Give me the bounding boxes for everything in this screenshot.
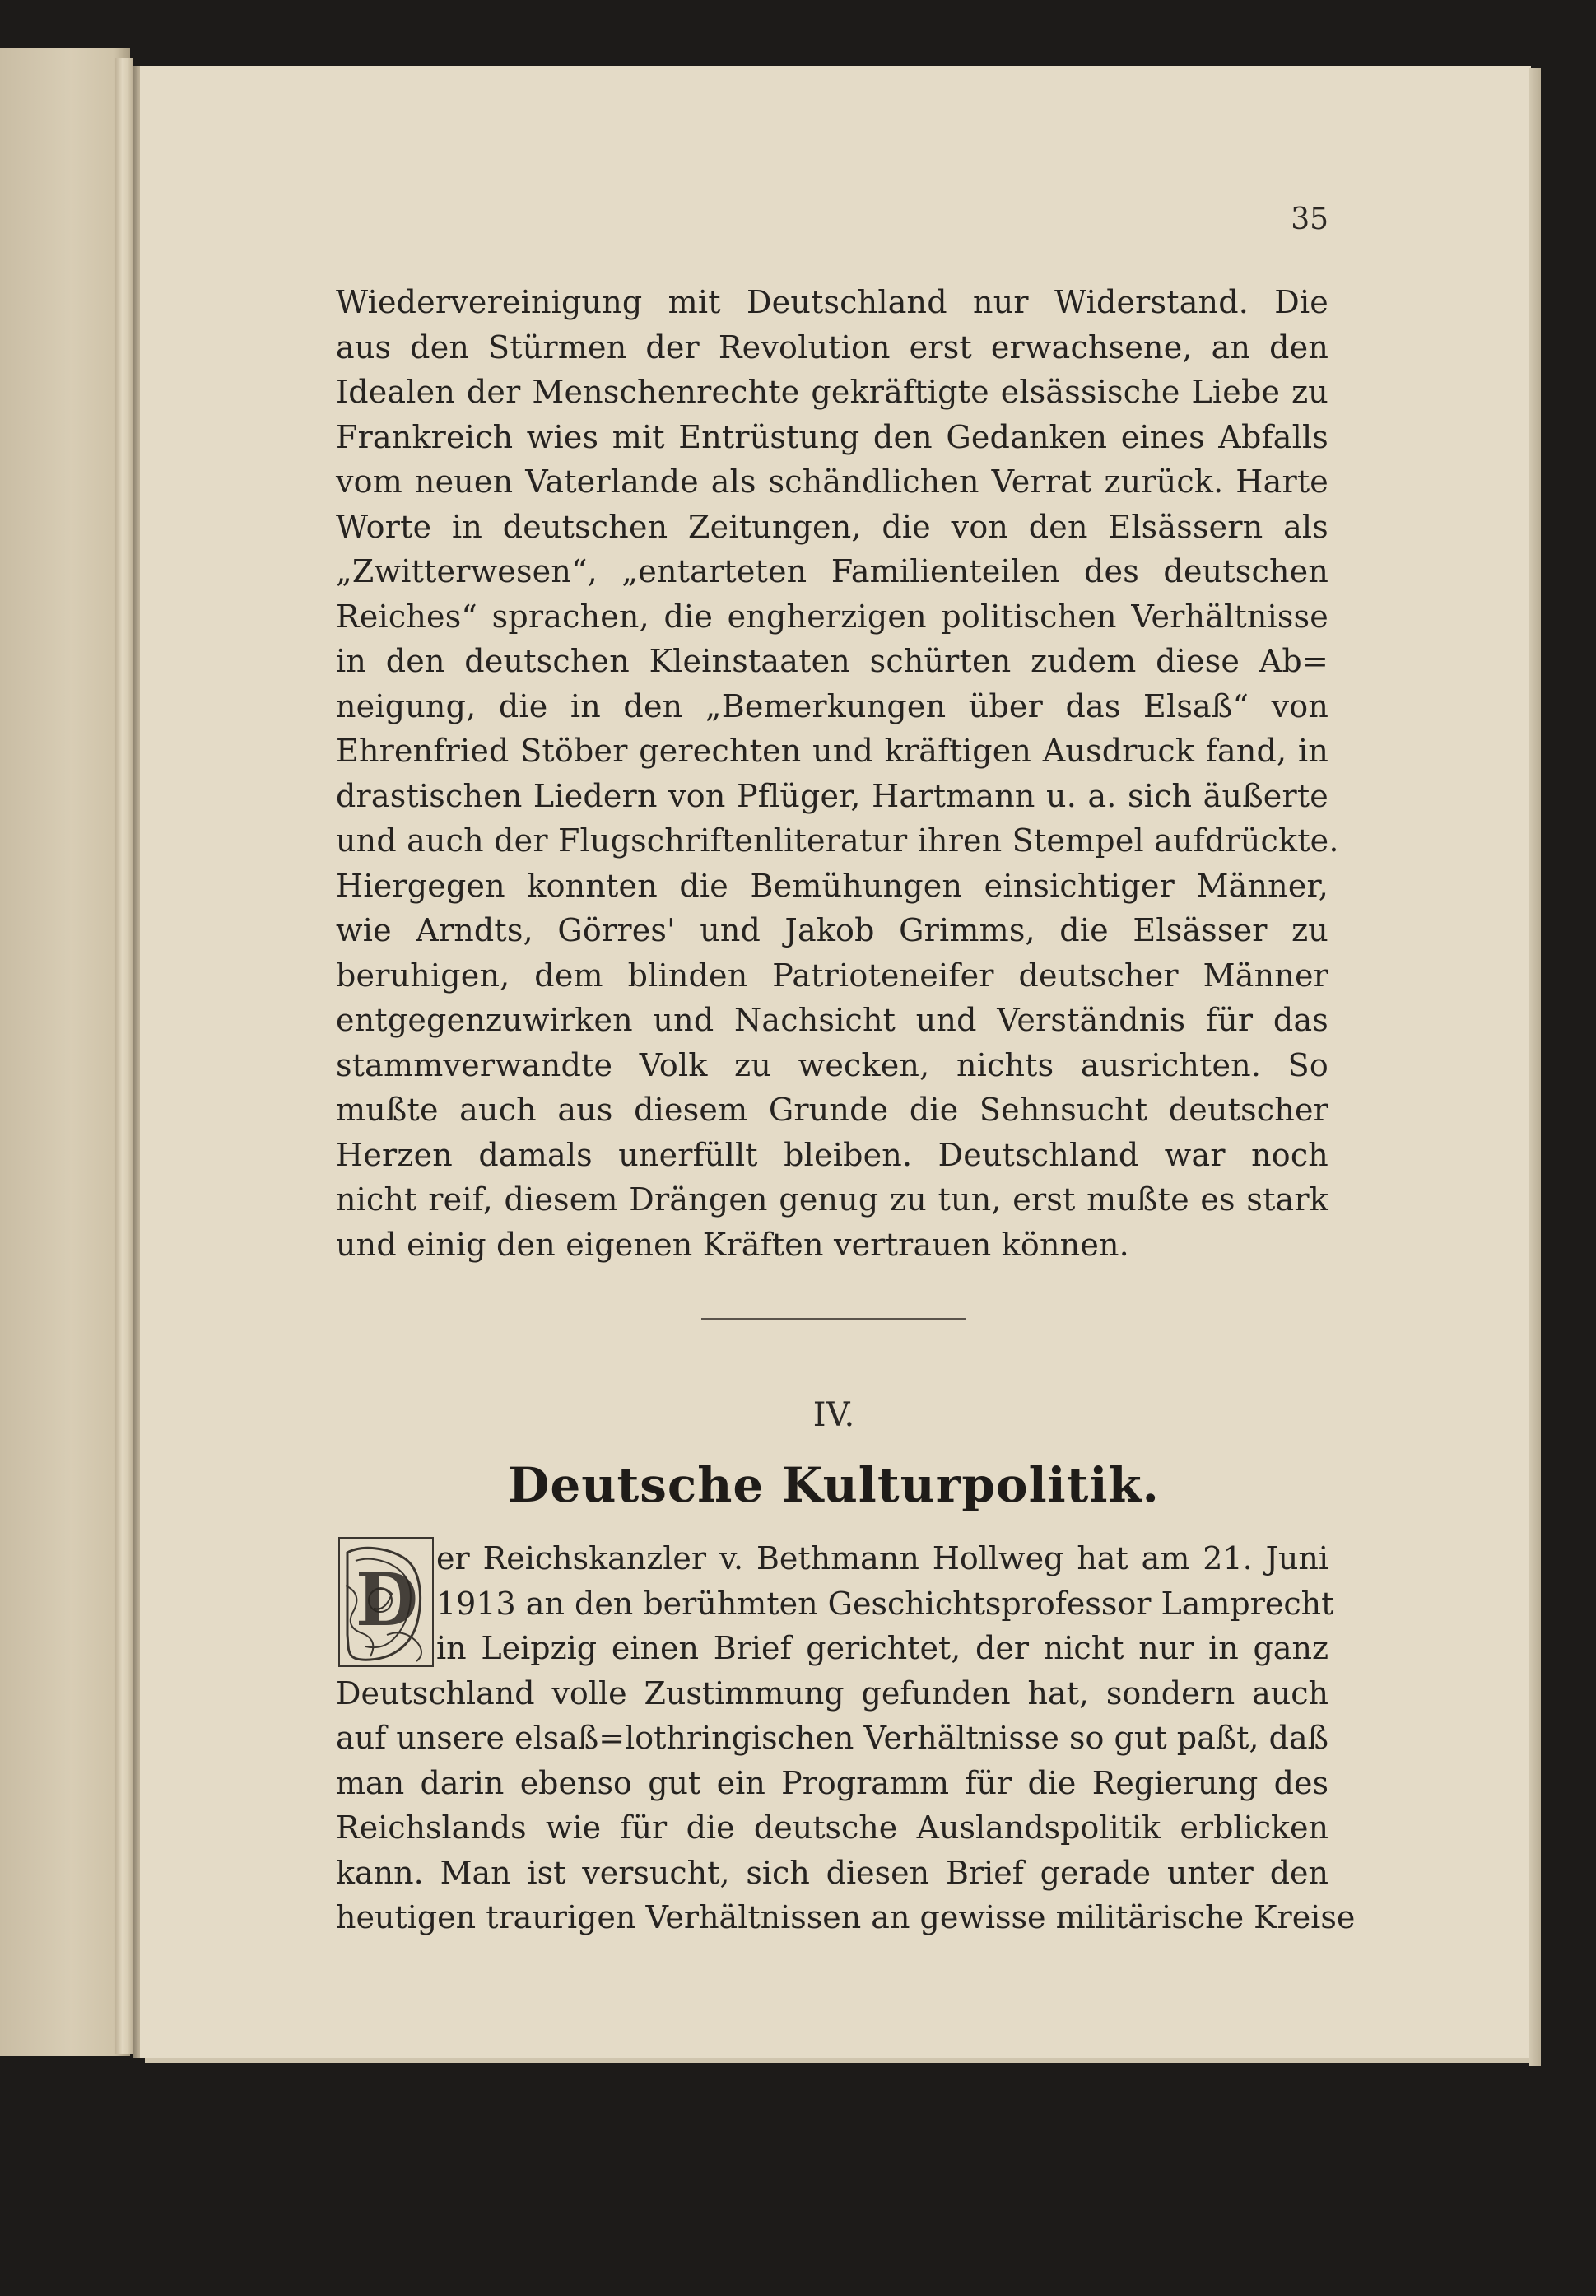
text-line: neigung, die in den „Bemerkungen über das Elsaß“ von bbox=[336, 687, 1328, 724]
text-line: heutigen traurigen Verhältnissen an gewisse militärische Kreise bbox=[336, 1899, 1356, 1935]
page-number: 35 bbox=[1291, 203, 1328, 236]
text-line: Frankreich wies mit Entrüstung den Gedanken eines Abfalls bbox=[336, 418, 1328, 455]
section-paragraph bbox=[336, 1536, 1356, 1940]
paragraph-continued bbox=[336, 280, 1339, 1267]
text-line: Herzen damals unerfüllt bleiben. Deutschland war noch bbox=[336, 1136, 1328, 1173]
text-line: beruhigen, dem blinden Patrioteneifer deutscher Männer bbox=[336, 957, 1328, 994]
left-page bbox=[0, 48, 130, 2056]
chapter-number: IV. bbox=[812, 1396, 855, 1434]
text-line: Deutschland volle Zustimmung gefunden hat, sondern auch bbox=[336, 1674, 1328, 1712]
text-line: 1913 an den berühmten Geschichtsprofessor Lamprecht bbox=[436, 1585, 1334, 1622]
text-line: drastischen Liedern von Pflüger, Hartmann u. a. sich äußerte bbox=[336, 777, 1328, 814]
text-line: nicht reif, diesem Drängen genug zu tun, erst mußte es stark bbox=[336, 1181, 1328, 1218]
text-line: Wiedervereinigung mit Deutschland nur Widerstand. Die bbox=[336, 284, 1328, 320]
text-line: Worte in deutschen Zeitungen, die von den Elsässern als bbox=[336, 508, 1328, 545]
text-line: in Leipzig einen Brief gerichtet, der nicht nur in ganz bbox=[436, 1630, 1328, 1666]
text-line: man darin ebenso gut ein Programm für die Regierung des bbox=[336, 1764, 1328, 1801]
text-line: „Zwitterwesen“, „entarteten Familienteilen des deutschen bbox=[336, 553, 1328, 589]
text-line: und auch der Flugschriftenliteratur ihren Stempel aufdrückte. bbox=[336, 822, 1339, 859]
text-line: auf unsere elsaß=lothringischen Verhältnisse so gut paßt, daß bbox=[336, 1720, 1328, 1756]
text-line: Reiches“ sprachen, die engherzigen politischen Verhältnisse bbox=[336, 598, 1328, 635]
text-line: vom neuen Vaterlande als schändlichen Verrat zurück. Harte bbox=[336, 463, 1328, 500]
text-line: kann. Man ist versucht, sich diesen Brief gerade unter den bbox=[336, 1854, 1328, 1891]
page-edge bbox=[1529, 68, 1541, 2066]
text-line: er Reichskanzler v. Bethmann Hollweg hat am 21. Juni bbox=[436, 1540, 1328, 1576]
initial-letter: D bbox=[355, 1557, 419, 1642]
text-line: Ehrenfried Stöber gerechten und kräftigen Ausdruck fand, in bbox=[336, 733, 1328, 769]
text-line: entgegenzuwirken und Nachsicht und Verständnis für das bbox=[336, 1002, 1328, 1038]
text-line: aus den Stürmen der Revolution erst erwachsene, an den bbox=[336, 328, 1328, 366]
text-line: und einig den eigenen Kräften vertrauen können. bbox=[336, 1226, 1129, 1263]
chapter-title: Deutsche Kulturpolitik. bbox=[508, 1457, 1160, 1513]
text-line: mußte auch aus diesem Grunde die Sehnsucht deutscher bbox=[336, 1092, 1328, 1128]
text-line: Reichslands wie für die deutsche Auslandspolitik erblicken bbox=[336, 1809, 1328, 1846]
text-line: wie Arndts, Görres' und Jakob Grimms, die Elsässer zu bbox=[336, 912, 1328, 948]
section-divider bbox=[701, 1318, 966, 1320]
left-page-edge bbox=[115, 58, 133, 2054]
text-line: Hiergegen konnten die Bemühungen einsichtiger Männer, bbox=[336, 867, 1328, 904]
text-line: Idealen der Menschenrechte gekräftigte elsässische Liebe zu bbox=[336, 374, 1328, 410]
text-line: stammverwandte Volk zu wecken, nichts ausrichten. So bbox=[336, 1046, 1328, 1083]
text-line: in den deutschen Kleinstaaten schürten zudem diese Ab= bbox=[336, 643, 1328, 679]
